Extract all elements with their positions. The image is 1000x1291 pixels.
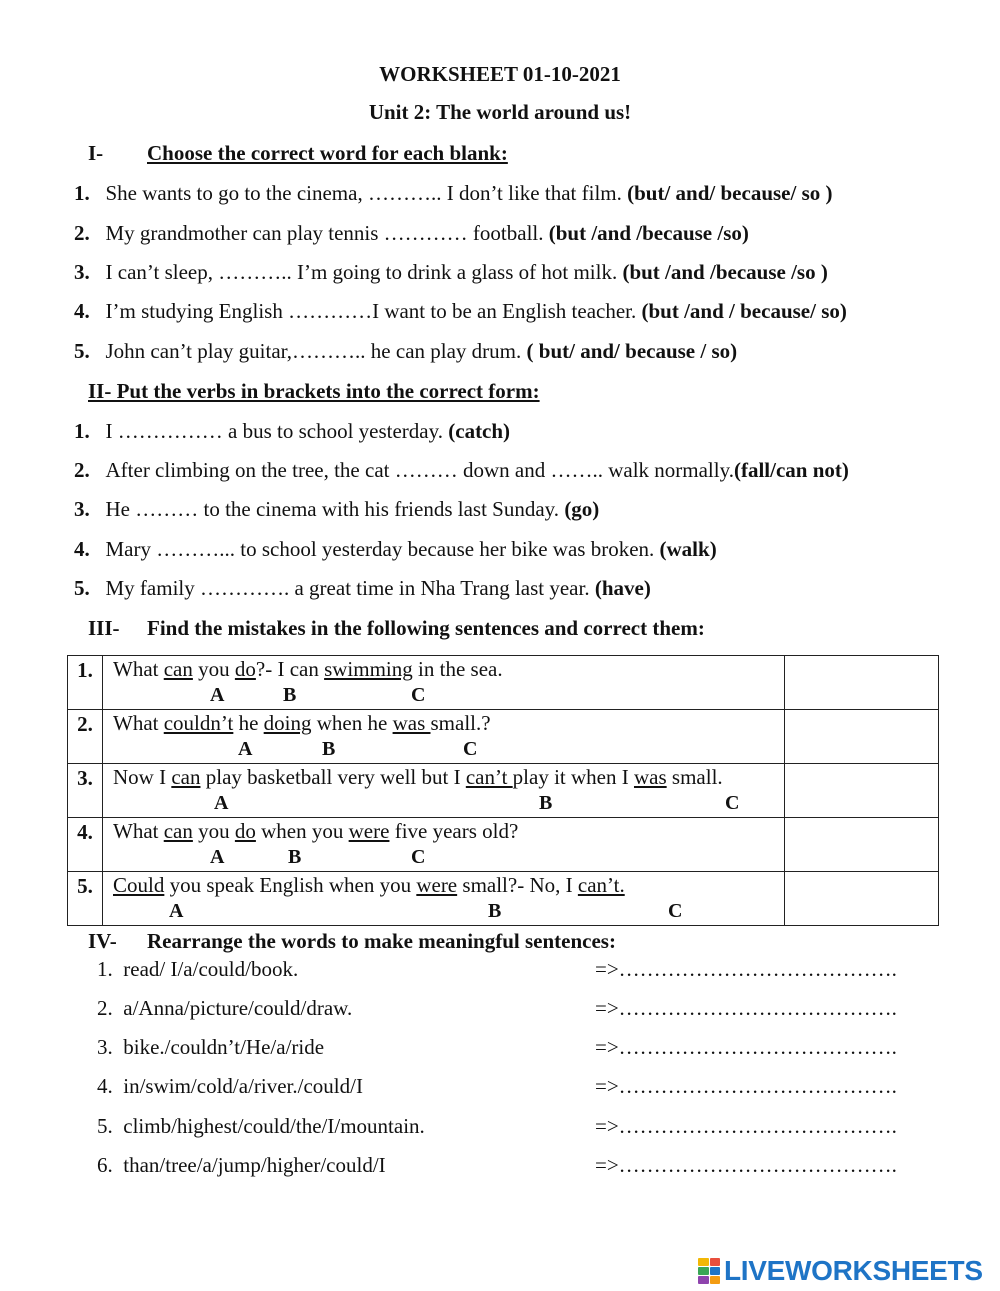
s1-item-number: 5. bbox=[74, 339, 90, 363]
s1-item-number: 3. bbox=[74, 260, 90, 284]
liveworksheets-logo bbox=[698, 1254, 983, 1288]
s4-item-words: climb/highest/could/the/I/mountain. bbox=[123, 1114, 425, 1138]
s1-item-text: My grandmother can play tennis ………… football. bbox=[105, 221, 549, 245]
s4-item-number: 6. bbox=[97, 1153, 113, 1177]
s1-item-options: ( but/ and/ because / so) bbox=[526, 339, 738, 363]
section-2-heading: II- Put the verbs in brackets into the correct form: bbox=[88, 379, 540, 403]
s2-item-verb: (fall/can not) bbox=[733, 458, 849, 482]
s2-item-verb: (go) bbox=[564, 497, 600, 521]
s4-answer-line-6[interactable]: =>…………………………………. bbox=[595, 1153, 897, 1177]
answer-cell[interactable] bbox=[785, 656, 939, 710]
label-a: A bbox=[210, 684, 225, 706]
s4-item-words: a/Anna/picture/could/draw. bbox=[123, 996, 353, 1020]
table-row bbox=[68, 872, 939, 926]
s2-item-text: Mary ………... to school yesterday because her bike was broken. bbox=[105, 537, 660, 561]
s1-item-3 bbox=[74, 260, 828, 285]
s1-item-number: 1. bbox=[74, 181, 90, 205]
s4-answer-line-4[interactable]: =>…………………………………. bbox=[595, 1074, 897, 1098]
s1-item-2 bbox=[74, 221, 749, 246]
sentence-cell bbox=[103, 818, 785, 872]
s2-item-5 bbox=[74, 576, 651, 601]
s1-item-text: John can’t play guitar,……….. he can play drum. bbox=[105, 339, 527, 363]
answer-cell[interactable] bbox=[785, 872, 939, 926]
sentence-text: What can you do?- I can swimming in the sea. bbox=[113, 657, 503, 681]
section-1-heading: Choose the correct word for each blank: bbox=[147, 141, 508, 165]
s2-item-text: After climbing on the tree, the cat ……… down and …….. walk normally. bbox=[105, 458, 734, 482]
row-number: 1. bbox=[68, 656, 103, 710]
s1-item-options: (but /and /because /so ) bbox=[622, 260, 828, 284]
worksheet-subtitle: Unit 2: The world around us! bbox=[368, 100, 632, 124]
s4-item-3 bbox=[97, 1035, 324, 1060]
label-c: C bbox=[668, 900, 683, 922]
s2-item-verb: (catch) bbox=[448, 419, 511, 443]
s4-item-number: 1. bbox=[97, 957, 113, 981]
s2-item-number: 4. bbox=[74, 537, 90, 561]
s4-answer-line-2[interactable]: =>…………………………………. bbox=[595, 996, 897, 1020]
sentence-text: What can you do when you were five years old? bbox=[113, 819, 519, 843]
s1-item-5 bbox=[74, 339, 737, 364]
s1-item-1 bbox=[74, 181, 833, 206]
sentence-cell bbox=[103, 656, 785, 710]
sentence-text: What couldn’t he doing when he was small.? bbox=[113, 711, 491, 735]
s4-item-words: read/ I/a/could/book. bbox=[123, 957, 299, 981]
sentence-cell bbox=[103, 764, 785, 818]
label-c: C bbox=[411, 684, 426, 706]
s2-item-text: I …………… a bus to school yesterday. bbox=[105, 419, 449, 443]
s4-item-number: 4. bbox=[97, 1074, 113, 1098]
row-number: 4. bbox=[68, 818, 103, 872]
section-3-number: III- bbox=[88, 616, 120, 640]
section-4-heading: Rearrange the words to make meaningful sentences: bbox=[147, 929, 616, 953]
s1-item-number: 2. bbox=[74, 221, 90, 245]
s1-item-number: 4. bbox=[74, 299, 90, 323]
section-3-heading: Find the mistakes in the following sentences and correct them: bbox=[147, 616, 705, 640]
label-c: C bbox=[725, 792, 740, 814]
s4-item-6 bbox=[97, 1153, 386, 1178]
s1-item-options: (but /and /because /so) bbox=[548, 221, 749, 245]
table-row bbox=[68, 656, 939, 710]
s4-item-number: 3. bbox=[97, 1035, 113, 1059]
s2-item-text: He ……… to the cinema with his friends last Sunday. bbox=[105, 497, 565, 521]
s4-item-5 bbox=[97, 1114, 425, 1139]
s4-answer-line-5[interactable]: =>…………………………………. bbox=[595, 1114, 897, 1138]
worksheet-title: WORKSHEET 01-10-2021 bbox=[379, 62, 621, 86]
s1-item-options: (but/ and/ because/ so ) bbox=[627, 181, 833, 205]
liveworksheets-logo-text: LIVEWORKSHEETS bbox=[724, 1255, 983, 1286]
s1-item-4 bbox=[74, 299, 847, 324]
s2-item-number: 5. bbox=[74, 576, 90, 600]
s2-item-verb: (walk) bbox=[659, 537, 717, 561]
label-b: B bbox=[539, 792, 553, 814]
s4-answer-line-3[interactable]: =>…………………………………. bbox=[595, 1035, 897, 1059]
s1-item-options: (but /and / because/ so) bbox=[641, 299, 847, 323]
table-row bbox=[68, 818, 939, 872]
s4-item-number: 5. bbox=[97, 1114, 113, 1138]
s4-item-words: than/tree/a/jump/higher/could/I bbox=[123, 1153, 386, 1177]
s4-item-words: bike./couldn’t/He/a/ride bbox=[123, 1035, 325, 1059]
sentence-text: Now I can play basketball very well but I can’t play it when I was small. bbox=[113, 765, 723, 789]
s2-item-number: 3. bbox=[74, 497, 90, 521]
sentence-text: Could you speak English when you were small?- No, I can’t. bbox=[113, 873, 625, 897]
label-c: C bbox=[411, 846, 426, 868]
s2-item-3 bbox=[74, 497, 599, 522]
row-number: 3. bbox=[68, 764, 103, 818]
s2-item-number: 2. bbox=[74, 458, 90, 482]
s2-item-verb: (have) bbox=[594, 576, 651, 600]
sentence-cell bbox=[103, 872, 785, 926]
s4-item-words: in/swim/cold/a/river./could/I bbox=[123, 1074, 363, 1098]
label-a: A bbox=[210, 846, 225, 868]
table-row bbox=[68, 764, 939, 818]
s2-item-text: My family …………. a great time in Nha Trang last year. bbox=[105, 576, 595, 600]
s2-item-1 bbox=[74, 419, 510, 444]
label-a: A bbox=[169, 900, 184, 922]
s4-item-4 bbox=[97, 1074, 363, 1099]
s1-item-text: I can’t sleep, ……….. I’m going to drink a glass of hot milk. bbox=[105, 260, 623, 284]
label-b: B bbox=[322, 738, 336, 760]
label-a: A bbox=[214, 792, 229, 814]
label-b: B bbox=[288, 846, 302, 868]
row-number: 2. bbox=[68, 710, 103, 764]
s1-item-text: She wants to go to the cinema, ……….. I don’t like that film. bbox=[105, 181, 628, 205]
s4-item-number: 2. bbox=[97, 996, 113, 1020]
label-b: B bbox=[283, 684, 297, 706]
table-row bbox=[68, 710, 939, 764]
section-4-number: IV- bbox=[88, 929, 117, 953]
liveworksheets-logo-icon bbox=[698, 1258, 720, 1284]
label-c: C bbox=[463, 738, 478, 760]
s1-item-text: I’m studying English …………I want to be an English teacher. bbox=[105, 299, 642, 323]
s2-item-4 bbox=[74, 537, 717, 562]
section-1-number: I- bbox=[88, 141, 104, 165]
answer-cell[interactable] bbox=[785, 710, 939, 764]
row-number: 5. bbox=[68, 872, 103, 926]
label-b: B bbox=[488, 900, 502, 922]
s2-item-2 bbox=[74, 458, 849, 483]
s4-answer-line-1[interactable]: =>…………………………………. bbox=[595, 957, 897, 981]
s4-item-2 bbox=[97, 996, 352, 1021]
label-a: A bbox=[238, 738, 253, 760]
sentence-cell bbox=[103, 710, 785, 764]
s4-item-1 bbox=[97, 957, 298, 982]
s2-item-number: 1. bbox=[74, 419, 90, 443]
answer-cell[interactable] bbox=[785, 818, 939, 872]
mistakes-table bbox=[67, 655, 939, 926]
answer-cell[interactable] bbox=[785, 764, 939, 818]
